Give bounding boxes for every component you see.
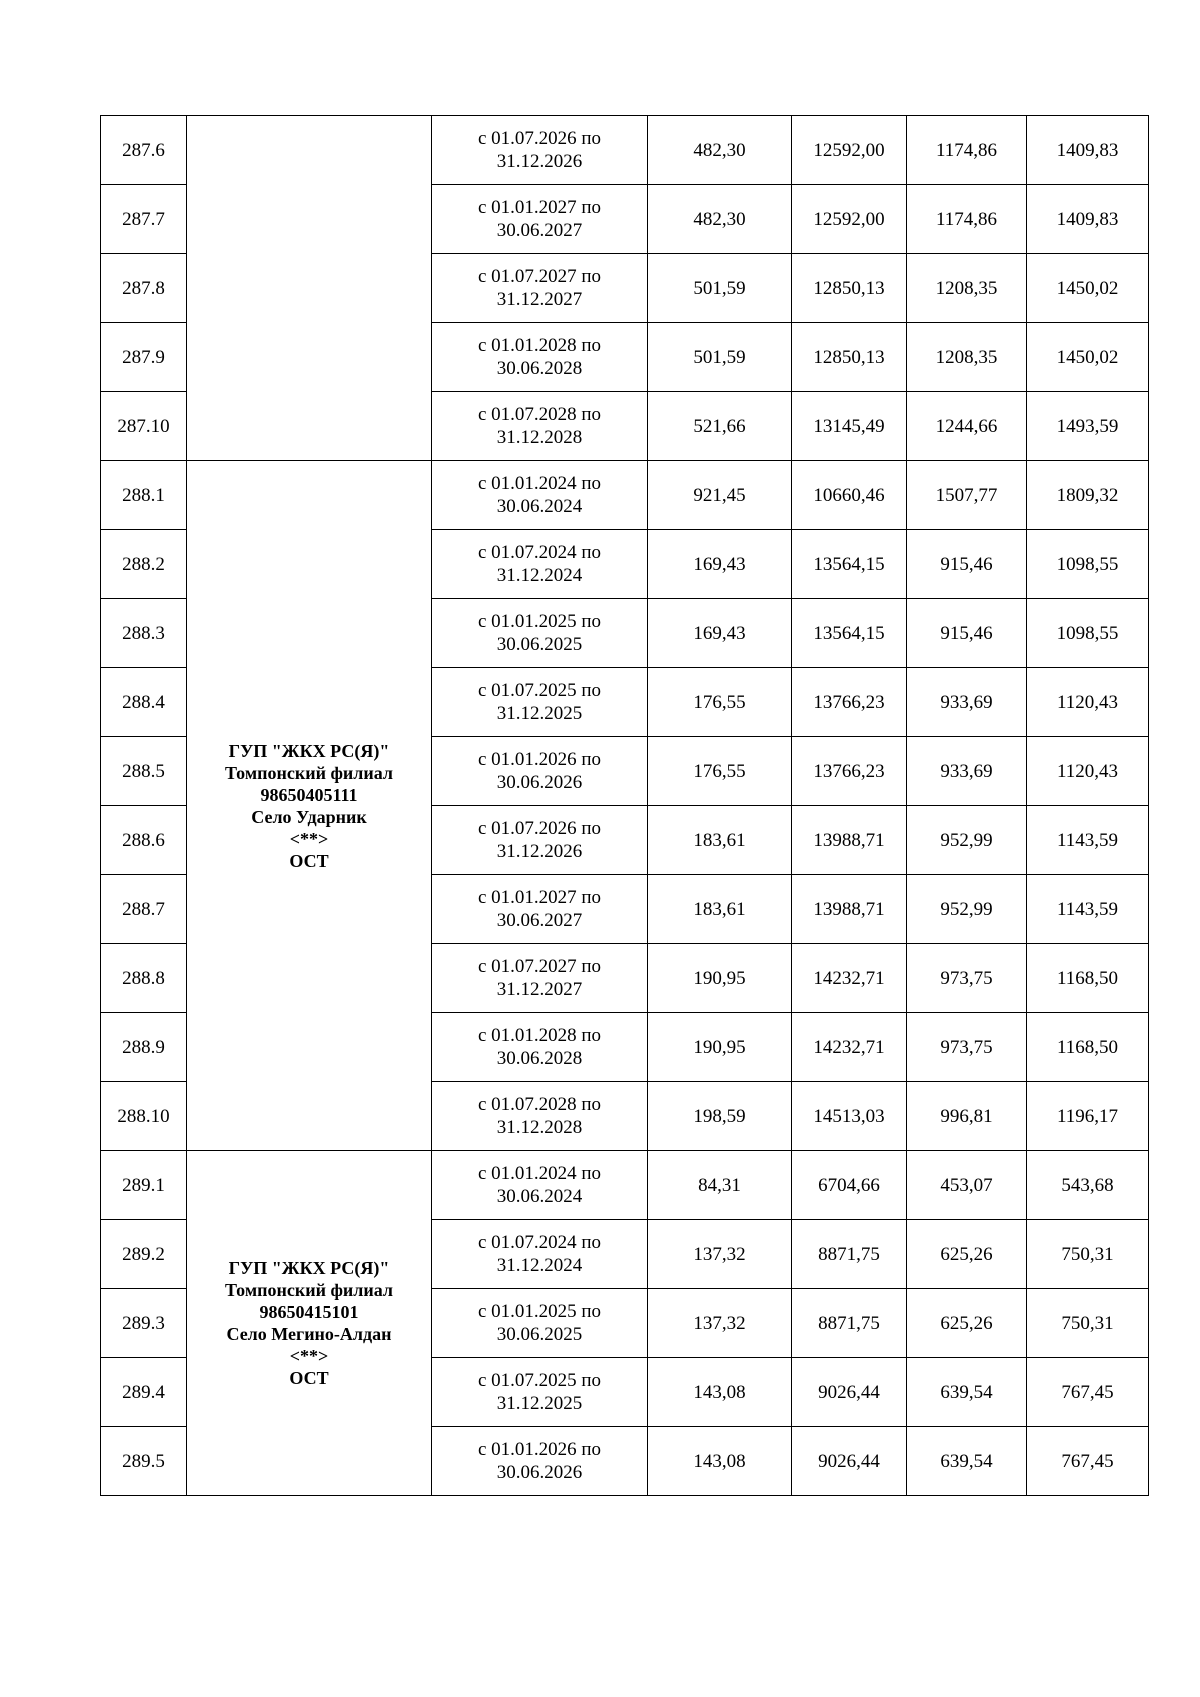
value-cell-2: 13564,15: [792, 530, 907, 599]
organization-cell: [187, 116, 432, 461]
row-number-cell: 288.8: [101, 944, 187, 1013]
value-cell-4: 1450,02: [1027, 323, 1149, 392]
value-cell-2: 13988,71: [792, 806, 907, 875]
value-cell-2: 8871,75: [792, 1220, 907, 1289]
period-cell: с 01.01.2026 по 30.06.2026: [432, 1427, 648, 1496]
value-cell-4: 1409,83: [1027, 116, 1149, 185]
row-number-cell: 289.2: [101, 1220, 187, 1289]
value-cell-3: 973,75: [907, 1013, 1027, 1082]
value-cell-1: 482,30: [648, 185, 792, 254]
value-cell-1: 190,95: [648, 1013, 792, 1082]
value-cell-3: 915,46: [907, 530, 1027, 599]
row-number-cell: 289.3: [101, 1289, 187, 1358]
period-cell: с 01.01.2027 по 30.06.2027: [432, 185, 648, 254]
row-number-cell: 289.4: [101, 1358, 187, 1427]
value-cell-3: 952,99: [907, 806, 1027, 875]
organization-line: <**>: [289, 1346, 329, 1366]
organization-line: Томпонский филиал: [224, 762, 393, 783]
period-cell: с 01.01.2024 по 30.06.2024: [432, 1151, 648, 1220]
value-cell-1: 183,61: [648, 875, 792, 944]
value-cell-3: 1208,35: [907, 323, 1027, 392]
value-cell-2: 13766,23: [792, 668, 907, 737]
period-cell: с 01.01.2024 по 30.06.2024: [432, 461, 648, 530]
value-cell-4: 1409,83: [1027, 185, 1149, 254]
table-row: [101, 461, 1149, 530]
period-cell: с 01.07.2026 по 31.12.2026: [432, 116, 648, 185]
value-cell-3: 625,26: [907, 1220, 1027, 1289]
table-row: [101, 1151, 1149, 1220]
value-cell-2: 14513,03: [792, 1082, 907, 1151]
value-cell-1: 501,59: [648, 254, 792, 323]
organization-line: <**>: [289, 828, 329, 849]
period-cell: с 01.07.2025 по 31.12.2025: [432, 1358, 648, 1427]
organization-cell: [187, 461, 432, 1151]
row-number-cell: 289.5: [101, 1427, 187, 1496]
row-number-cell: 288.2: [101, 530, 187, 599]
value-cell-2: 10660,46: [792, 461, 907, 530]
row-number-cell: 287.8: [101, 254, 187, 323]
organization-line: ГУП "ЖКХ РС(Я)": [228, 740, 390, 761]
value-cell-1: 198,59: [648, 1082, 792, 1151]
value-cell-2: 13988,71: [792, 875, 907, 944]
value-cell-4: 1143,59: [1027, 806, 1149, 875]
value-cell-4: 1168,50: [1027, 1013, 1149, 1082]
period-cell: с 01.07.2025 по 31.12.2025: [432, 668, 648, 737]
value-cell-2: 9026,44: [792, 1427, 907, 1496]
value-cell-4: 767,45: [1027, 1427, 1149, 1496]
value-cell-1: 183,61: [648, 806, 792, 875]
row-number-cell: 288.3: [101, 599, 187, 668]
value-cell-4: 767,45: [1027, 1358, 1149, 1427]
value-cell-4: 1493,59: [1027, 392, 1149, 461]
value-cell-3: 453,07: [907, 1151, 1027, 1220]
period-cell: с 01.07.2027 по 31.12.2027: [432, 944, 648, 1013]
value-cell-1: 169,43: [648, 599, 792, 668]
value-cell-2: 12592,00: [792, 185, 907, 254]
value-cell-2: 13145,49: [792, 392, 907, 461]
organization-line: 98650415101: [259, 1302, 359, 1322]
value-cell-1: 176,55: [648, 668, 792, 737]
period-cell: с 01.07.2024 по 31.12.2024: [432, 530, 648, 599]
period-cell: с 01.07.2026 по 31.12.2026: [432, 806, 648, 875]
organization-line: ОСТ: [289, 850, 329, 871]
period-cell: с 01.07.2024 по 31.12.2024: [432, 1220, 648, 1289]
value-cell-3: 1174,86: [907, 185, 1027, 254]
value-cell-4: 1120,43: [1027, 668, 1149, 737]
value-cell-2: 13766,23: [792, 737, 907, 806]
row-number-cell: 288.9: [101, 1013, 187, 1082]
period-cell: с 01.01.2028 по 30.06.2028: [432, 1013, 648, 1082]
value-cell-2: 8871,75: [792, 1289, 907, 1358]
row-number-cell: 288.6: [101, 806, 187, 875]
value-cell-1: 143,08: [648, 1358, 792, 1427]
period-cell: с 01.07.2027 по 31.12.2027: [432, 254, 648, 323]
value-cell-2: 14232,71: [792, 1013, 907, 1082]
period-cell: с 01.01.2028 по 30.06.2028: [432, 323, 648, 392]
value-cell-2: 13564,15: [792, 599, 907, 668]
value-cell-3: 1244,66: [907, 392, 1027, 461]
value-cell-1: 501,59: [648, 323, 792, 392]
row-number-cell: 288.4: [101, 668, 187, 737]
row-number-cell: 288.10: [101, 1082, 187, 1151]
organization-line: 98650405111: [260, 784, 358, 805]
value-cell-3: 639,54: [907, 1358, 1027, 1427]
value-cell-3: 625,26: [907, 1289, 1027, 1358]
value-cell-1: 137,32: [648, 1220, 792, 1289]
organization-line: Село Ударник: [251, 806, 367, 827]
row-number-cell: 287.9: [101, 323, 187, 392]
value-cell-2: 6704,66: [792, 1151, 907, 1220]
period-cell: с 01.01.2025 по 30.06.2025: [432, 599, 648, 668]
row-number-cell: 287.7: [101, 185, 187, 254]
row-number-cell: 288.5: [101, 737, 187, 806]
row-number-cell: 287.10: [101, 392, 187, 461]
row-number-cell: 288.7: [101, 875, 187, 944]
period-cell: с 01.07.2028 по 31.12.2028: [432, 1082, 648, 1151]
value-cell-4: 1143,59: [1027, 875, 1149, 944]
row-number-cell: 287.6: [101, 116, 187, 185]
organization-line: ОСТ: [289, 1368, 329, 1388]
value-cell-3: 1174,86: [907, 116, 1027, 185]
row-number-cell: 288.1: [101, 461, 187, 530]
value-cell-1: 176,55: [648, 737, 792, 806]
value-cell-2: 9026,44: [792, 1358, 907, 1427]
value-cell-4: 1098,55: [1027, 530, 1149, 599]
value-cell-4: 1196,17: [1027, 1082, 1149, 1151]
value-cell-4: 1450,02: [1027, 254, 1149, 323]
value-cell-3: 639,54: [907, 1427, 1027, 1496]
value-cell-1: 521,66: [648, 392, 792, 461]
value-cell-1: 482,30: [648, 116, 792, 185]
period-cell: с 01.07.2028 по 31.12.2028: [432, 392, 648, 461]
value-cell-2: 14232,71: [792, 944, 907, 1013]
value-cell-3: 933,69: [907, 668, 1027, 737]
value-cell-2: 12592,00: [792, 116, 907, 185]
value-cell-4: 750,31: [1027, 1289, 1149, 1358]
value-cell-4: 1120,43: [1027, 737, 1149, 806]
value-cell-3: 996,81: [907, 1082, 1027, 1151]
value-cell-4: 750,31: [1027, 1220, 1149, 1289]
organization-cell: [187, 1151, 432, 1496]
value-cell-3: 1208,35: [907, 254, 1027, 323]
value-cell-1: 137,32: [648, 1289, 792, 1358]
value-cell-4: 1098,55: [1027, 599, 1149, 668]
value-cell-1: 84,31: [648, 1151, 792, 1220]
value-cell-3: 952,99: [907, 875, 1027, 944]
row-number-cell: 289.1: [101, 1151, 187, 1220]
organization-line: ГУП "ЖКХ РС(Я)": [228, 1258, 390, 1278]
table-body: [101, 116, 1149, 1496]
organization-line: Село Мегино-Алдан: [226, 1324, 392, 1344]
period-cell: с 01.01.2025 по 30.06.2025: [432, 1289, 648, 1358]
value-cell-3: 1507,77: [907, 461, 1027, 530]
value-cell-3: 915,46: [907, 599, 1027, 668]
tariff-table: [100, 115, 1149, 1496]
value-cell-1: 143,08: [648, 1427, 792, 1496]
value-cell-3: 933,69: [907, 737, 1027, 806]
period-cell: с 01.01.2027 по 30.06.2027: [432, 875, 648, 944]
value-cell-4: 1168,50: [1027, 944, 1149, 1013]
value-cell-1: 921,45: [648, 461, 792, 530]
value-cell-2: 12850,13: [792, 323, 907, 392]
value-cell-1: 169,43: [648, 530, 792, 599]
value-cell-3: 973,75: [907, 944, 1027, 1013]
period-cell: с 01.01.2026 по 30.06.2026: [432, 737, 648, 806]
value-cell-4: 1809,32: [1027, 461, 1149, 530]
table-row: [101, 116, 1149, 185]
organization-line: Томпонский филиал: [224, 1280, 393, 1300]
value-cell-1: 190,95: [648, 944, 792, 1013]
value-cell-4: 543,68: [1027, 1151, 1149, 1220]
value-cell-2: 12850,13: [792, 254, 907, 323]
